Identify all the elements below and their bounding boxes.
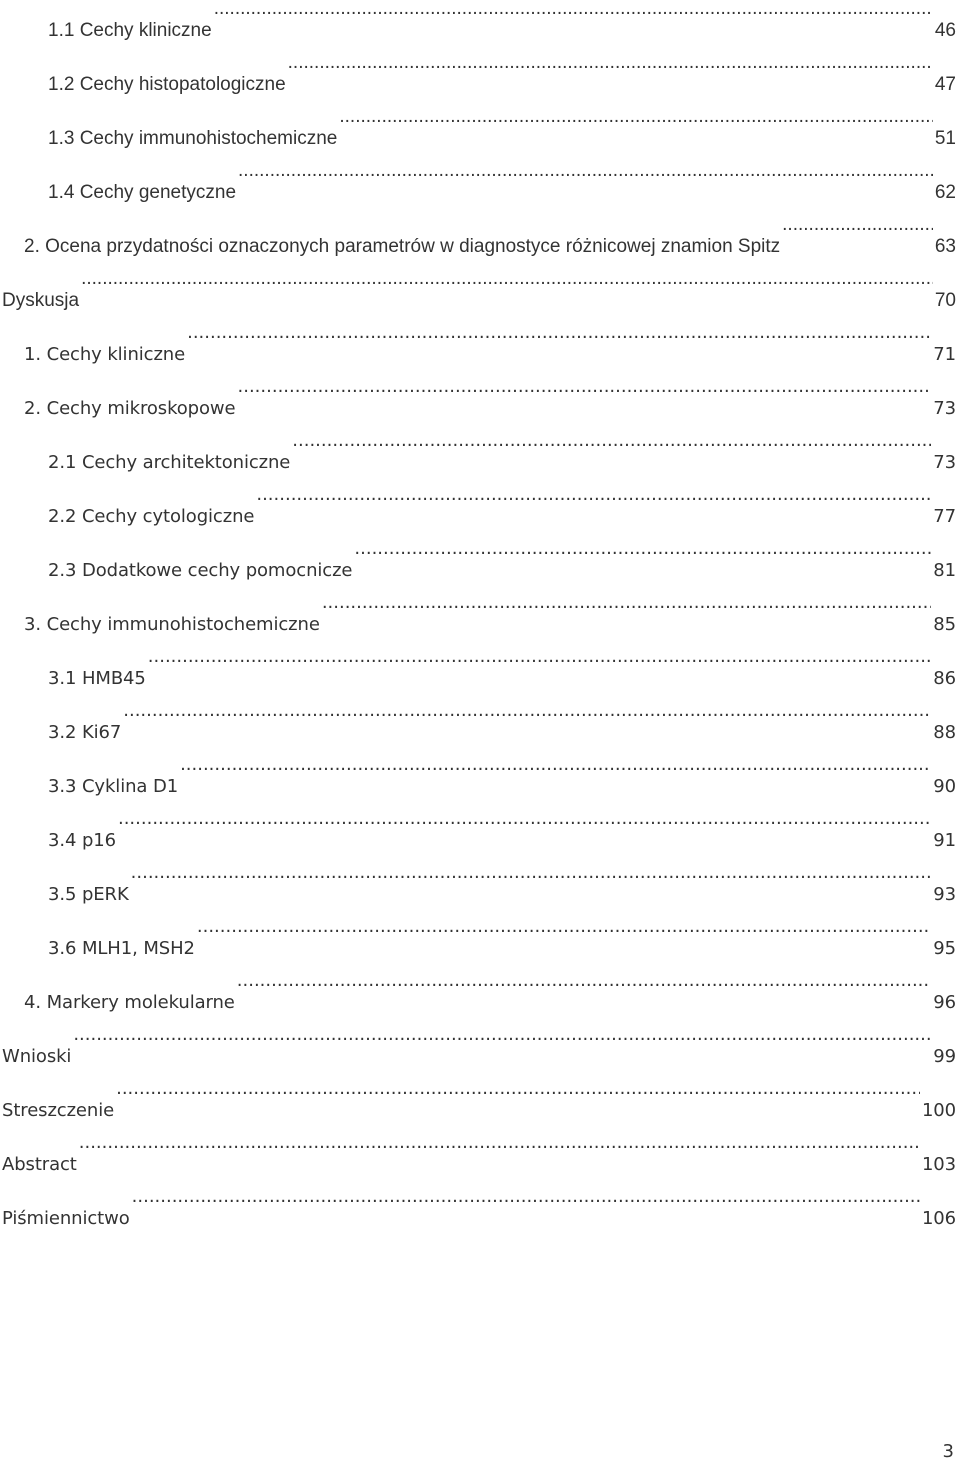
toc-dot-leader [123, 684, 931, 738]
toc-entry-title: 3.6 MLH1, MSH2 [48, 938, 195, 959]
toc-dot-leader [292, 414, 931, 468]
toc-dot-leader [132, 1170, 920, 1224]
toc-entry-page: 90 [933, 776, 956, 797]
toc-entry-title: Piśmiennictwo [2, 1208, 130, 1229]
toc-entry-title: Streszczenie [2, 1100, 115, 1121]
toc-entry-title: 1. Cechy kliniczne [24, 344, 186, 365]
toc-entry-page: 99 [933, 1046, 956, 1067]
toc-dot-leader [116, 1062, 920, 1116]
toc-entry-page: 86 [933, 668, 956, 689]
toc-dot-leader [187, 306, 931, 360]
toc-entry[interactable] [0, 738, 956, 797]
toc-dot-leader [180, 738, 931, 792]
toc-entry-page: 51 [934, 128, 956, 149]
toc-dot-leader [238, 144, 933, 198]
toc-entry-title: Dyskusja [2, 290, 80, 311]
toc-entry-page: 100 [921, 1100, 956, 1121]
toc-entry-page: 103 [921, 1154, 956, 1175]
toc-dot-leader [118, 792, 931, 846]
toc-entry[interactable] [0, 792, 956, 851]
toc-dot-leader [237, 954, 931, 1008]
toc-entry-title: 3.3 Cyklina D1 [48, 776, 179, 797]
toc-entry-title: 2.3 Dodatkowe cechy pomocnicze [48, 560, 353, 581]
toc-entry-page: 85 [933, 614, 956, 635]
toc-entry[interactable] [0, 1008, 956, 1067]
toc-entry[interactable] [0, 1062, 956, 1121]
toc-entry[interactable] [0, 846, 956, 905]
toc-entry[interactable] [0, 1116, 956, 1175]
toc-dot-leader [214, 0, 933, 36]
toc-dot-leader [131, 846, 932, 900]
toc-entry-page: 96 [933, 992, 956, 1013]
toc-entry-title: 3.1 HMB45 [48, 668, 146, 689]
toc-entry[interactable] [0, 0, 956, 41]
toc-entry-title: 2. Ocena przydatności oznaczonych parametrów w diagnostyce różnicowej znamion Spitz [24, 236, 781, 257]
toc-entry-page: 73 [933, 398, 956, 419]
toc-entry-page: 106 [921, 1208, 956, 1229]
toc-dot-leader [81, 252, 933, 306]
toc-entry-page: 47 [934, 74, 956, 95]
toc-dot-leader [197, 900, 931, 954]
toc-entry-page: 62 [934, 182, 956, 203]
toc-entry[interactable] [0, 252, 956, 311]
toc-entry-page: 95 [933, 938, 956, 959]
toc-entry[interactable] [0, 1170, 956, 1229]
toc-entry[interactable] [0, 306, 956, 365]
toc-dot-leader [322, 576, 931, 630]
toc-entry-page: 88 [933, 722, 956, 743]
toc-entry-page: 71 [933, 344, 956, 365]
toc-entry-title: Abstract [2, 1154, 77, 1175]
toc-entry-page: 63 [934, 236, 956, 257]
toc-dot-leader [782, 198, 933, 252]
toc-dot-leader [238, 360, 932, 414]
toc-entry-page: 70 [934, 290, 956, 311]
toc-entry-page: 91 [933, 830, 956, 851]
toc-entry-page: 73 [933, 452, 956, 473]
toc-entry-title: 1.4 Cechy genetyczne [48, 182, 237, 203]
toc-entry[interactable] [0, 900, 956, 959]
toc-entry-title: 3.2 Ki67 [48, 722, 122, 743]
toc-entry-title: 2.2 Cechy cytologiczne [48, 506, 255, 527]
toc-dot-leader [148, 630, 932, 684]
toc-dot-leader [256, 468, 931, 522]
toc-entry[interactable] [0, 684, 956, 743]
toc-dot-leader [288, 36, 933, 90]
toc-entry-title: 1.2 Cechy histopatologiczne [48, 74, 286, 95]
toc-entry-title: 3.5 pERK [48, 884, 129, 905]
toc-dot-leader [73, 1008, 931, 1062]
toc-entry-title: 3.4 p16 [48, 830, 116, 851]
toc-entry-title: Wnioski [2, 1046, 72, 1067]
toc-entry-page: 77 [933, 506, 956, 527]
page-number: 3 [942, 1441, 954, 1462]
toc-entry-title: 2. Cechy mikroskopowe [24, 398, 236, 419]
toc-entry-title: 1.1 Cechy kliniczne [48, 20, 212, 41]
toc-dot-leader [339, 90, 933, 144]
toc-dot-leader [354, 522, 931, 576]
toc-entry-page: 81 [933, 560, 956, 581]
toc-entry-title: 4. Markery molekularne [24, 992, 235, 1013]
toc-entry-title: 1.3 Cechy immunohistochemiczne [48, 128, 338, 149]
toc-entry-title: 3. Cechy immunohistochemiczne [24, 614, 320, 635]
toc-entry-page: 46 [934, 20, 956, 41]
toc-entry-title: 2.1 Cechy architektoniczne [48, 452, 291, 473]
toc-entry-page: 93 [933, 884, 956, 905]
toc-dot-leader [79, 1116, 920, 1170]
